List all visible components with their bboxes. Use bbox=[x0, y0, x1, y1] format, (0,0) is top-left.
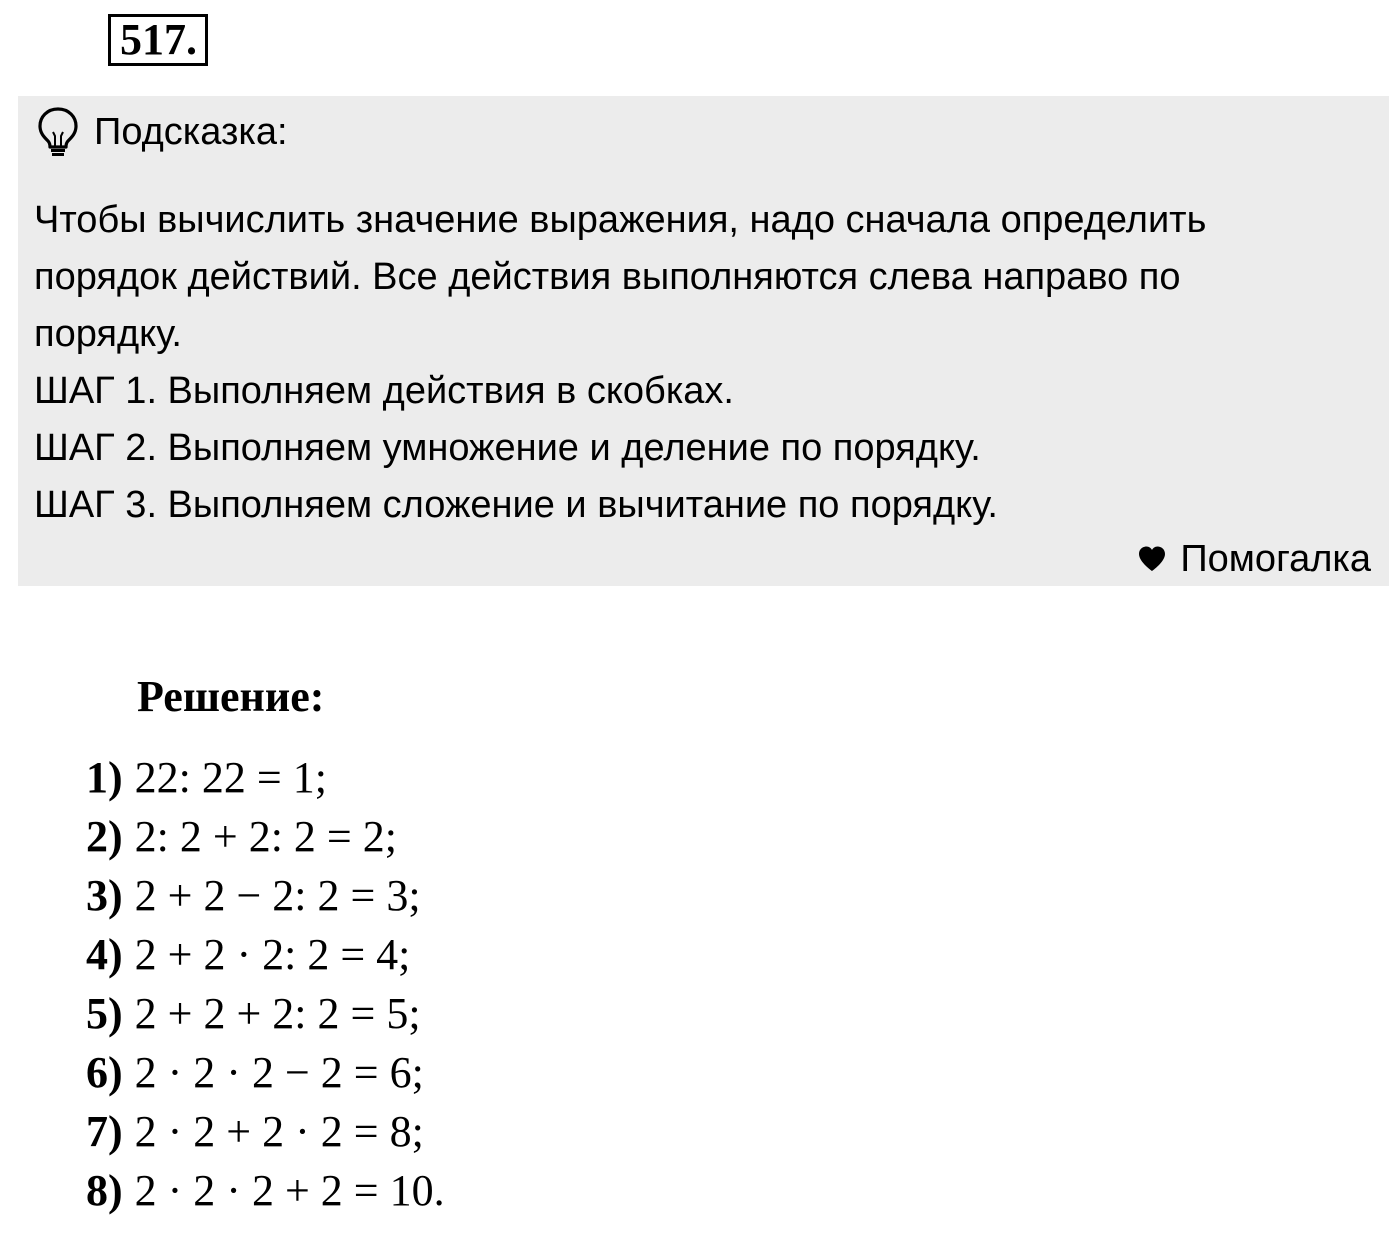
lightbulb-icon bbox=[36, 106, 80, 158]
item-number: 4) bbox=[86, 930, 123, 979]
solution-item bbox=[86, 748, 445, 807]
item-expression: 2 · 2 · 2 − 2 = 6; bbox=[134, 1048, 424, 1097]
task-number: 517. bbox=[108, 14, 208, 66]
item-expression: 2 · 2 · 2 + 2 = 10. bbox=[134, 1166, 445, 1215]
hint-text bbox=[34, 192, 1354, 534]
solution-item bbox=[86, 1043, 445, 1102]
hint-intro-line: Чтобы вычислить значение выражения, надо сначала определить bbox=[34, 199, 1207, 241]
item-expression: 2 + 2 − 2: 2 = 3; bbox=[134, 871, 421, 920]
item-expression: 2: 2 + 2: 2 = 2; bbox=[134, 812, 397, 861]
solution-item bbox=[86, 984, 445, 1043]
solution-heading: Решение: bbox=[137, 672, 325, 721]
brand bbox=[1138, 536, 1371, 582]
hint-intro-line: порядок действий. Все действия выполняются слева направо по bbox=[34, 256, 1181, 298]
hint-title: Подсказка: bbox=[94, 111, 288, 153]
step-text: Выполняем умножение и деление по порядку. bbox=[157, 427, 981, 469]
item-number: 1) bbox=[86, 753, 123, 802]
hint-step-3 bbox=[34, 477, 1354, 534]
hint-step-1 bbox=[34, 363, 1354, 420]
step-label: ШАГ 3. bbox=[34, 484, 157, 526]
item-expression: 2 + 2 · 2: 2 = 4; bbox=[134, 930, 411, 979]
item-number: 5) bbox=[86, 989, 123, 1038]
hint-intro-line: порядку. bbox=[34, 313, 182, 355]
item-number: 7) bbox=[86, 1107, 123, 1156]
heart-icon bbox=[1138, 546, 1166, 572]
step-label: ШАГ 1. bbox=[34, 370, 157, 412]
item-number: 2) bbox=[86, 812, 123, 861]
item-expression: 2 · 2 + 2 · 2 = 8; bbox=[134, 1107, 424, 1156]
item-number: 8) bbox=[86, 1166, 123, 1215]
item-number: 3) bbox=[86, 871, 123, 920]
hint-step-2 bbox=[34, 420, 1354, 477]
solution-item bbox=[86, 1161, 445, 1220]
hint-box bbox=[18, 96, 1389, 586]
solution-item bbox=[86, 807, 445, 866]
solution-item bbox=[86, 866, 445, 925]
item-expression: 22: 22 = 1; bbox=[134, 753, 327, 802]
brand-name: Помогалка bbox=[1180, 538, 1371, 580]
step-text: Выполняем сложение и вычитание по порядку. bbox=[157, 484, 998, 526]
item-number: 6) bbox=[86, 1048, 123, 1097]
solution-item bbox=[86, 925, 445, 984]
item-expression: 2 + 2 + 2: 2 = 5; bbox=[134, 989, 421, 1038]
step-text: Выполняем действия в скобках. bbox=[157, 370, 734, 412]
solution-list bbox=[86, 748, 445, 1220]
step-label: ШАГ 2. bbox=[34, 427, 157, 469]
solution-item bbox=[86, 1102, 445, 1161]
hint-header bbox=[36, 106, 288, 158]
